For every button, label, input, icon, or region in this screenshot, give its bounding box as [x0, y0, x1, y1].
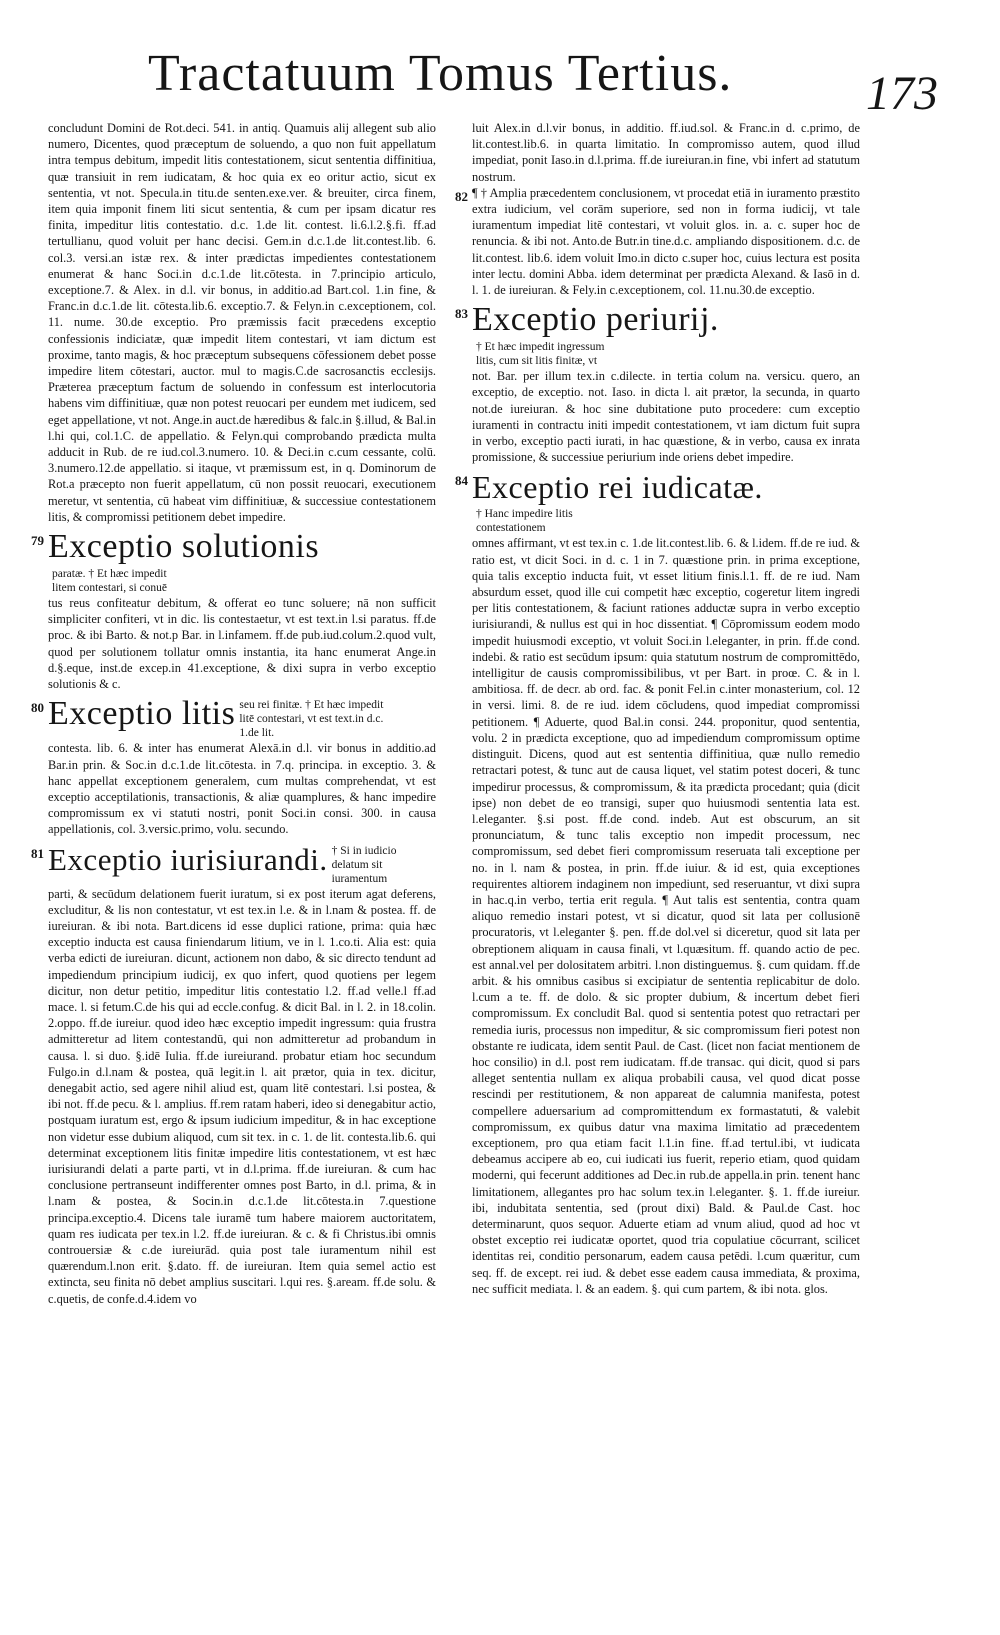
left-intro-text: concludunt Domini de Rot.deci. 541. in antiq. Quamuis alij allegent sub alio numero, Dicentes, quod præceptum de soluendo, a quo non fuit appellatum intra tempus debitum, impedit litis contestationem, sicut sententia diffinitiua, quæ transiuit in rem iudicatam, & hoc quia ex eo oritur actio, sicut ex sententia, vt not. Specula.in titu.de senten.exe.ver. & breuiter, circa finem, item quia imponit finem liti sicut sententia, & cum per ipsam dicatur res finita, impeditur litis contestatio. d.c. 1.de lit. contest. li.6.l.2.§.fi. ff.ad tertullianu, quod voluit per hanc decisi. Gem.in d.c.1.de lit.contest.lib. 6. col.3. versi.an istæ rex. & inter prædictas impedientes contestationem enumerat & hanc Soci.in d.c.1.de lit.cōtesta. in 7.principio articulo, exceptione.7. & Alex. in d.l. vir bonus, in additio.ad Bart.col. 1.in fine, & Franc.in d.c.1.de lit. cōtesta.lib.6. exceptio.7. & Felyn.in c.exceptionem, col. 11. nume. 30.de exceptio. Pro præmissis facit præcedens exceptio confessionis indiciatæ, quæ impedit litem contestari, vt iam dictum est proxime, tanto magis, & hoc præceptum subsequens cōfessionem debet posse impedire litem cōtestari, auctor. mul to magis.C.de sacrosanctis ecclesijs. Præterea præceptum factum de soluendo in confessum est interlocutoria habens vim diffinitiuæ, quæ non potest reuocari per eundem met iudicem, sed eget appellatione, vt not. Ange.in auct.de hæredibus & falc.in §.illud, & Bal.in l.hi qui, col.1.C. de appellatio. & Felyn.qui comprobando prædicta multa adducit in Rub. de re iud.col.3.numero. 10. & Deci.in c.cum cessante, colū. 3.numero.12.de appellatio. si itaque, vt præmissum est, in q. Dominorum de Rot.a præcepto non fuerit appellatum, cū non possit reuocari, executionem meretur, vt sententia, cū habeat vim diffinitiuæ, & successiue contestationem litis, & compromissi petitionem debet impedire. — [48, 121, 436, 524]
entry-side-note: † Et hæc impedit ingressum litis, cum sit litis finitæ, vt — [476, 341, 605, 368]
paragraph-number: 82 — [455, 188, 468, 204]
entry-side-note: paratæ. † Et hæc impedit litem contestari, si conuē — [52, 568, 167, 595]
left-column — [31, 120, 437, 1307]
entry-84 — [455, 469, 860, 1297]
entry-heading: Exceptio iurisiurandi. — [48, 841, 328, 877]
entry-body: parti, & secūdum delationem fuerit iuratum, si ex post iterum agat deferens, excluditur, & lis non contestatur, vt est tex.in l.e. & in l.nam & postea. ff. de iureiuran. & ibi nota. Bart.dicens id esse duplici ratione, prima: quia hæc exceptio inducta est causa finiendarum litium, ve in l. 1.co.ti. Alia est: quia verba edicti de iureiuran. dicunt, actionem non dabo, & sic directo tendunt ad impediendum principium iudicij, ex quo infert, quod quotiens per legem dicitur, non detur petitio, impeditur litis contestatio l.2. ff.ad velle.l ff.ad mace. l. si fetum.C.de his qui ad eccle.confug. & dicit Bal. in l. 2. in 18.colin. 2.oppo. ff.de iureiur. quod ideo hæc exceptio impedit ingressum: quia frustra admitteretur ad litem contestandū, qui non admitteretur ad probandum in causa. l. si duo. §.idē Iulia. ff.de iureiurand. probatur etiam hoc secundum Fulgo.in d.l.nam & postea, quā legit.in l. ait prætor, quia in tex. dicitur, denegabit actio, sed agere nihil aliud est, quam litē contestari. l.si postea, & ibi not. ff.de pecu. & l. amplius. ff.rem ratam haberi, ideo si denegabitur actio, postquam iuratum est, ergo & ipsum iudicium impeditur, & in hac exceptione non videtur esse dubium aliquod, cum sit tex. in c. 1. de lit. contesta.lib.6. qui determinat exceptionem litis finitæ impedire litis contestationem, vt est hæc iurisiurandi delati a parte parti, vt in d.l.prima. ff.de iureiuran. & cum hac conclusione pertranseunt indifferenter omnes post Barto, in d.l. prima, & in l.nam & postea, & Socin.in d.c.1.de lit.cōtesta.in 7.questione principa.exceptio.4. Dicens tale iuramē tum habere maiorem auctoritatem, quam res iudicata per tex.in l.2. ff.de iureiuran. & c. & fi Christus.ibi omnis controuersiæ & c.de iureiurād. quia post tale iuramentum nihil est quærendum.l.non erit. §.dato. ff. de iureiuran. Item quia semel actio est extincta, seu finita nō debet amplius suscitari. l.qui res. §.aream. ff.de solu. & c.quetis, de confe.d.4.idem vo — [48, 886, 437, 1306]
entry-heading: Exceptio rei iudicatæ. — [472, 469, 763, 506]
entry-body: tus reus confiteatur debitum, & offerat eo tunc soluere; nā non sufficit simpliciter confiteri, vt in dic. lis contestaetur, vt est text.in l.si paratus. ff.de proc. & ibi Barto. & not.p Bar. in l.infamem. ff.de pub.iud.colum.2.quod vult, quod per solutionem tollatur omnis instantia, ita hanc enumerat Ange.in d.§.eque, inst.de excep.in 41.exceptione, & dixi supra in verbo exceptio solutionis & c. — [48, 596, 436, 692]
entry-80 — [31, 695, 436, 837]
entry-side-note: † Hanc impedire litis contestationem — [476, 508, 573, 535]
entry-81 — [31, 841, 437, 1307]
paragraph-82 — [455, 185, 860, 298]
running-title: Tractatuum Tomus Tertius. — [148, 45, 733, 102]
paragraph-82-text: ¶ † Amplia præcedentem conclusionem, vt procedat etiā in iuramento præstito extra iudicium, vel corām superiore, sed non in forma iudicij, vt tale iuramentum impediat litē contestari, vt voluit glos. in. a. c. super hoc de renuncia. & ibi not. Anto.de Butr.in tine.d.c. ampliando dispositionem. d.c. de lit.contest. lib.6. idem voluit Imo.in dicto c.super hoc, cuius lectura est posita inter lectu. domini Abba. idem determinat per prædicta Alexand. & Iasō in d. l. 1. de iureiuran. & Fely.in c.exceptionem, col. 11.nu.30.de exceptio. — [472, 185, 860, 298]
entry-83 — [455, 301, 860, 465]
entry-heading: Exceptio litis — [48, 695, 236, 733]
entry-heading: Exceptio solutionis — [48, 528, 320, 566]
entry-number: 81 — [31, 845, 44, 861]
right-continuation-text: luit Alex.in d.l.vir bonus, in additio. ff.iud.sol. & Franc.in d. c.primo, de lit.contest.lib.6. in quarta limitatio. In compromisso autem, quod illud impediat, ponit Iaso.in d.l.prima. ff.de iureiuran.in fine, vbi infert ad statutum nostrum. — [472, 121, 860, 184]
right-column — [455, 120, 860, 1297]
entry-number: 80 — [31, 700, 44, 716]
entry-side-note: † Si in iudicio delatum sit iuramentum — [331, 844, 397, 885]
entry-heading: Exceptio periurij. — [472, 301, 719, 339]
entry-body: not. Bar. per illum tex.in c.dilecte. in tertia colum na. versicu. quero, an exceptio, de exceptio. not. Iaso. in dicta l. ait prætor, la secunda, in quarto not.de iureiuran. & hoc sine dubitatione puto procedere: cum exceptio iuramenti in contractu initi impedit contestationem, vt iam dictum fuit supra in verbo, exceptio pacti iurati, in hac quæstione, & in verbo, causa ex inrata promissione, & successiue periurium inde oriens debet impedire. — [472, 369, 860, 465]
entry-body: omnes affirmant, vt est tex.in c. 1.de lit.contest.lib. 6. & l.idem. ff.de re iud. & ratio est, vt dicit Soci. in d. c. 1 in 7. quæstione prin. in prima exceptione, quia talis exceptio inducta fuit, vt esset litium finis.l.1. ff. de re iud. Nam absurdum esset, quod ille cui competit hæc exceptio, cogeretur litem ingredi per litis contestationem, & faciunt rationes adductæ supra in verbo exceptio iurisiurandi, & nullus est qui in hoc dissentiat. ¶ Cōpromissum eodem modo impedit huiusmodi exceptio, vt voluit Soci.in l.eleganter, in prin. ff.de cond. indebi. & ratio est secūdum ipsum: quia statutum nostrum de compromittēdo, intelligitur de causis compromissibilibus, vt per Bart. in proœ. C. & in l. ambitiosa. ff. de decr. ab ord. fac. & ponit Fel.in c.inter monasterium, col. 12 in versi. limi. 8. de re iud. idem cōcludens, quod impediat compromissi petitionem. ¶ Aduerte, quod Bal.in consi. 244. proponitur, quod sententia, volu. 2 in prædicta exceptione, quo ad impediendum compromissum optime distinguit. Dicens, quod aut est sententia diffinitiua, quæ nullo remedio retractari potest, & tunc aut de causa liquet, vel statim potest doceri, & tunc impedirur processus, & compromissum, & ita prædicta procedant; quia (dicit ipse) non debet de eo transigi, super quo huiusmodi sententia lata est. l.eleganter. §.si post. ff.de cond. indeb. Aut est obscurum, an sit pronunciatum, & tunc talis exceptio non impedit processum, nec compromissum, sed debet fieri compromissum reseruata tali exceptione per no. in l. nam & postea, in prin. ff.de iuiur. & id est, quia exceptiones requirentes altiorem indaginem non impediunt, sed reseruantur, vt dixi supra in hac.q.in verbo, tertia erit regula. ¶ Aut talis est sententia, contra quam aliquo remedio instari potest, vt si dicatur, quod sit lata per collusionē procuratoris, vt l.eleganter §. pen. ff.de dol.vel si diceretur, quod sit lata per obreptionem aliquam in causa finali, vt l.quæsitum. ff. quando actio de pec. est annal.vel per dolositatem arbitri. l.non distinguemus. §. cum quidam. ff.de arbit. & his omnibus casibus si excipiatur de sententia replicabitur de dolo. l.cum a te. ff. de dolo. & sic propter dubium, & incertum debet fieri compromissum. Ex concludit Bal. quod si sententia potest quo retractari per remedia iuris, processus non impeditur, & sic compromissum fieri potest non obstante re iudicata, idem sentit Paul. de Cast. (licet non faciat mentionem de hoc consilio) in d.l. post rem iudicatam. ff.de transac. qui dicit, quod si pars alleget sententia nullam ex aliqua probabili causa, vel quod dicat posse rescindi per restitutionem, & non appareat de calumnia manifesta, potest compellere aduersarium ad compromittendum ex formastatuti, & valebit compromissum, ex quibus datur vna maxima limitatio ad præcedentem exceptionem, pro qua etiam facit l.1.in fine. ff.ad tertul.ibi, vt iudicata debeamus accipere ab eo, cui iudicati ius fuerit, reperio etiam, quod quidam moderni, qui fecerunt additiones ad Dec.in rub.de appella.in prin. tenent hanc limitationem, allegantes pro hac solum tex.in l.eleganter. §. 1. ff.de iureiur. ibi, indubitata sententia, sed (prout dixi) Bald. & Paul.de Cast. hoc determinarunt, quos sequor. Aduerte etiam ad vnum aliud, quod ad hoc vt obstet exceptio rei iudicatæ oportet, quod tria copulatiue cōcurrant, scilicet identitas rei, conditio personarum, eadem causa petēdi. l.cum quæritur, cum seq. ff. de except. rei iud. & debet esse eadem causa immediata, & proxima, nec sufficit mediata. l. & an eadem. §. qui cum partem, & ibi nota. glos. — [472, 536, 860, 1296]
page-number: 173 — [866, 67, 938, 120]
entry-number: 84 — [455, 473, 468, 489]
entry-number: 79 — [31, 533, 44, 549]
entry-side-note: seu rei finitæ. † Et hæc impedit litē contestari, vt est text.in d.c. 1.de lit. — [239, 699, 384, 740]
entry-body: contesta. lib. 6. & inter has enumerat Alexā.in d.l. vir bonus in additio.ad Bar.in prin. & Soc.in d.c.1.de lit.cōtesta. in 7.q. principa. in exceptio. 3. & hanc appellat exceptionem generalem, cum multas comprehendat, vt est exceptio acceptilationis, transactionis, & aliæ quamplures, & hanc impedire compromissum ex vi statuti nostri, ponit Soci.in consi. 300. in causa appellationis, col. 3.versic.primo, volu. secundo. — [48, 741, 436, 837]
entry-number: 83 — [455, 306, 468, 322]
entry-79 — [31, 528, 436, 692]
